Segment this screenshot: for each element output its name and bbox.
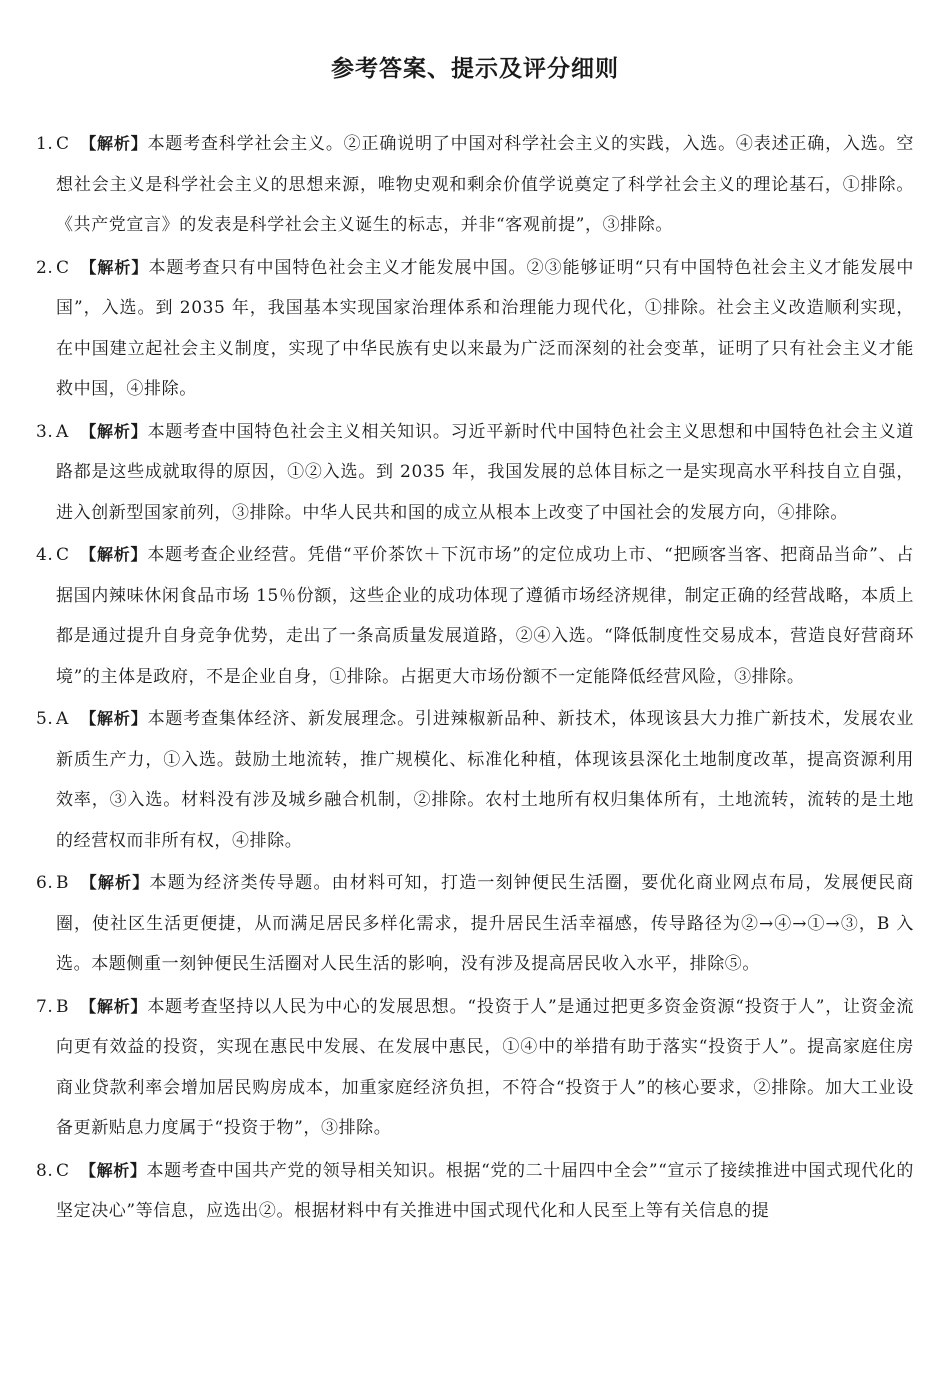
answer-item-3 — [36, 412, 914, 534]
question-number: 5. — [36, 709, 54, 729]
question-number: 8. — [36, 1160, 54, 1181]
answer-item-8 — [36, 1151, 914, 1232]
analysis-tag: 【解析】 — [80, 134, 148, 153]
question-number: 4. — [36, 545, 54, 565]
question-number: 3. — [36, 421, 54, 442]
analysis-tag: 【解析】 — [80, 709, 148, 728]
answer-list — [36, 124, 914, 1232]
analysis-text: 本题考查只有中国特色社会主义才能发展中国。②③能够证明“只有中国特色社会主义才能发展中国”，入选。到 2035 年，我国基本实现国家治理体系和治理能力现代化，①排除。社会主义改造顺利实现，在中国建立起社会主义制度，实现了中华民族有史以来最为广泛而深刻的社会变革，证明了只有社会主义才能救中国，④排除。 — [56, 257, 914, 399]
answer-item-2 — [36, 248, 914, 410]
analysis-tag: 【解析】 — [80, 257, 149, 277]
answer-choice: C — [56, 134, 70, 154]
question-number: 6. — [36, 873, 54, 893]
analysis-text: 本题考查科学社会主义。②正确说明了中国对科学社会主义的实践，入选。④表述正确，入选。空想社会主义是科学社会主义的思想来源，唯物史观和剩余价值学说奠定了科学社会主义的理论基石，①排除。《共产党宣言》的发表是科学社会主义诞生的标志，并非“客观前提”，③排除。 — [56, 134, 914, 235]
analysis-text: 本题考查坚持以人民为中心的发展思想。“投资于人”是通过把更多资金资源“投资于人”，让资金流向更有效益的投资，实现在惠民中发展、在发展中惠民，①④中的举措有助于落实“投资于人”。提高家庭住房商业贷款利率会增加居民购房成本，加重家庭经济负担，不符合“投资于人”的核心要求，②排除。加大工业设备更新贴息力度属于“投资于物”，③排除。 — [56, 996, 915, 1138]
analysis-text: 本题考查中国共产党的领导相关知识。根据“党的二十届四中全会”“宣示了接续推进中国式现代化的坚定决心”等信息，应选出②。根据材料中有关推进中国式现代化和人民至上等有关信息的提 — [56, 1160, 915, 1221]
analysis-tag: 【解析】 — [80, 421, 148, 441]
page-title: 参考答案、提示及评分细则 — [331, 56, 619, 82]
analysis-text: 本题考查企业经营。凭借“平价茶饮＋下沉市场”的定位成功上市、“把顾客当客、把商品当命”、占据国内辣味休闲食品市场 15％份额，这些企业的成功体现了遵循市场经济规律，制定正确的经营战略，本质上都是通过提升自身竞争优势，走出了一条高质量发展道路，②④入选。“降低制度性交易成本，营造良好营商环境”的主体是政府，不是企业自身，①排除。占据更大市场份额不一定能降低经营风险，③排除。 — [56, 545, 915, 687]
analysis-tag: 【解析】 — [80, 873, 150, 892]
analysis-tag: 【解析】 — [80, 1160, 147, 1180]
answer-item-4 — [36, 535, 914, 697]
answer-choice: A — [56, 421, 69, 442]
analysis-text: 本题为经济类传导题。由材料可知，打造一刻钟便民生活圈，要优化商业网点布局，发展便民商圈，使社区生活更便捷，从而满足居民多样化需求，提升居民生活幸福感，传导路径为②→④→①→③，B 入选。本题侧重一刻钟便民生活圈对人民生活的影响，没有涉及提高居民收入水平，排除⑤。 — [56, 873, 915, 974]
question-number: 1. — [36, 134, 54, 154]
answer-choice: A — [56, 709, 69, 729]
analysis-tag: 【解析】 — [80, 996, 148, 1016]
analysis-tag: 【解析】 — [80, 545, 148, 564]
answer-item-6 — [36, 863, 914, 985]
analysis-text: 本题考查集体经济、新发展理念。引进辣椒新品种、新技术，体现该县大力推广新技术，发展农业新质生产力，①入选。鼓励土地流转，推广规模化、标准化种植，体现该县深化土地制度改革，提高资源利用效率，③入选。材料没有涉及城乡融合机制，②排除。农村土地所有权归集体所有，土地流转，流转的是土地的经营权而非所有权，④排除。 — [56, 709, 914, 851]
answer-choice: B — [56, 996, 70, 1017]
answer-item-7 — [36, 987, 914, 1149]
analysis-text: 本题考查中国特色社会主义相关知识。习近平新时代中国特色社会主义思想和中国特色社会主义道路都是这些成就取得的原因，①②入选。到 2035 年，我国发展的总体目标之一是实现高水平科技自立自强，进入创新型国家前列，③排除。中华人民共和国的成立从根本上改变了中国社会的发展方向，④排除。 — [56, 421, 914, 523]
answer-item-1 — [36, 124, 914, 246]
answer-choice: B — [56, 873, 70, 893]
answer-choice: C — [56, 257, 70, 278]
question-number: 7. — [36, 996, 54, 1017]
answer-choice: C — [56, 1160, 70, 1181]
question-number: 2. — [36, 257, 54, 278]
answer-item-5 — [36, 699, 914, 861]
answer-choice: C — [56, 545, 70, 565]
